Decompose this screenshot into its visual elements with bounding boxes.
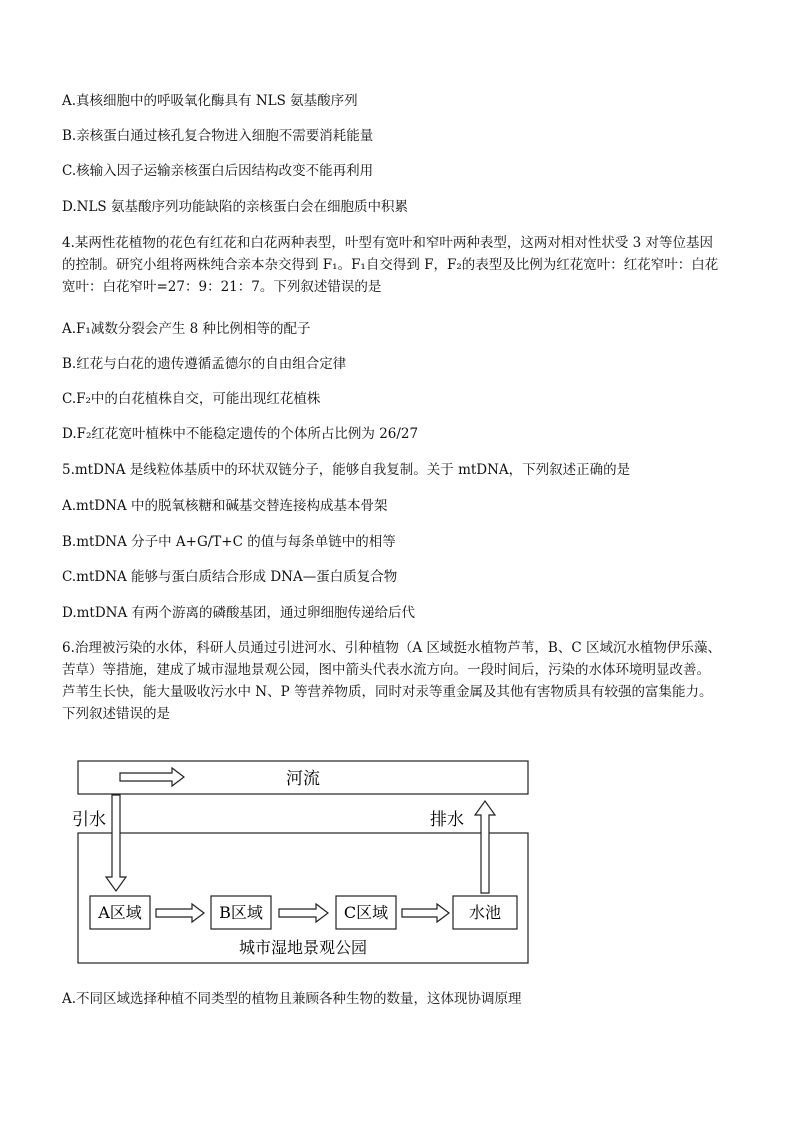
q5-stem: 5.mtDNA 是线粒体基质中的环状双链分子，能够自我复制。关于 mtDNA，下列叙述正确的是	[62, 462, 631, 478]
intake-label: 引水	[72, 810, 106, 830]
wetland-flow-diagram	[60, 755, 540, 970]
q5-option-c: C.mtDNA 能够与蛋白质结合形成 DNA—蛋白质复合物	[62, 569, 398, 585]
q4-stem-line: 4.某两性花植物的花色有红花和白花两种表型，叶型有宽叶和窄叶两种表型，这两对相对性状受 3 对等位基因	[62, 235, 714, 251]
q6-stem-line: 芦苇生长快，能大量吸收污水中 N、P 等营养物质，同时对汞等重金属及其他有害物质具有较强的富集能力。	[62, 684, 713, 700]
q4-stem	[62, 232, 738, 298]
park-label: 城市湿地景观公园	[238, 938, 368, 957]
pool-label: 水池	[468, 903, 502, 922]
q3-option-a: A.真核细胞中的呼吸氧化酶具有 NLS 氨基酸序列	[62, 93, 358, 109]
q6-stem	[62, 637, 738, 725]
flow-arrow-a-b	[156, 904, 204, 922]
q4-option-b: B.红花与白花的遗传遵循孟德尔的自由组合定律	[62, 356, 347, 372]
zone-a-label: A区域	[98, 903, 142, 922]
river-flow-arrow	[120, 768, 184, 786]
q6-stem-line: 6.治理被污染的水体，科研人员通过引进河水、引种植物（A 区域挺水植物芦苇，B、C 区域沉水植物伊乐藻、	[62, 640, 721, 656]
drain-arrow	[475, 801, 495, 893]
q5-option-a: A.mtDNA 中的脱氧核糖和碱基交替连接构成基本骨架	[62, 498, 388, 514]
q5-option-d: D.mtDNA 有两个游离的磷酸基团，通过卵细胞传递给后代	[62, 605, 416, 621]
q6-stem-line: 苦草）等措施，建成了城市湿地景观公园，图中箭头代表水流方向。一段时间后，污染的水体环境明显改善。	[62, 662, 710, 678]
river-label: 河流	[286, 769, 320, 789]
q6-stem-line: 下列叙述错误的是	[62, 706, 170, 722]
zone-b-label: B区域	[219, 903, 263, 922]
q3-option-d: D.NLS 氨基酸序列功能缺陷的亲核蛋白会在细胞质中积累	[62, 199, 408, 215]
q3-option-c: C.核输入因子运输亲核蛋白后因结构改变不能再利用	[62, 163, 374, 179]
q4-stem-line: 的控制。研究小组将两株纯合亲本杂交得到 F₁。F₁自交得到 F，F₂的表型及比例为红花宽叶：红花窄叶：白花	[62, 257, 719, 273]
q3-option-b: B.亲核蛋白通过核孔复合物进入细胞不需要消耗能量	[62, 128, 374, 144]
q6-option-a: A.不同区域选择种植不同类型的植物且兼顾各种生物的数量，这体现协调原理	[62, 991, 522, 1007]
flow-arrow-c-pool	[402, 904, 449, 922]
q4-option-d: D.F₂红花宽叶植株中不能稳定遗传的个体所占比例为 26/27	[62, 426, 419, 442]
q4-option-a: A.F₁减数分裂会产生 8 种比例相等的配子	[62, 321, 311, 337]
zone-c-label: C区域	[343, 903, 389, 922]
q4-stem-line: 宽叶：白花窄叶=27：9：21：7。下列叙述错误的是	[62, 279, 382, 295]
intake-arrow	[106, 795, 126, 891]
drain-label: 排水	[430, 810, 464, 830]
q4-option-c: C.F₂中的白花植株自交，可能出现红花植株	[62, 391, 321, 407]
flow-arrow-b-c	[279, 904, 328, 922]
q5-option-b: B.mtDNA 分子中 A+G/T+C 的值与每条单链中的相等	[62, 534, 396, 550]
